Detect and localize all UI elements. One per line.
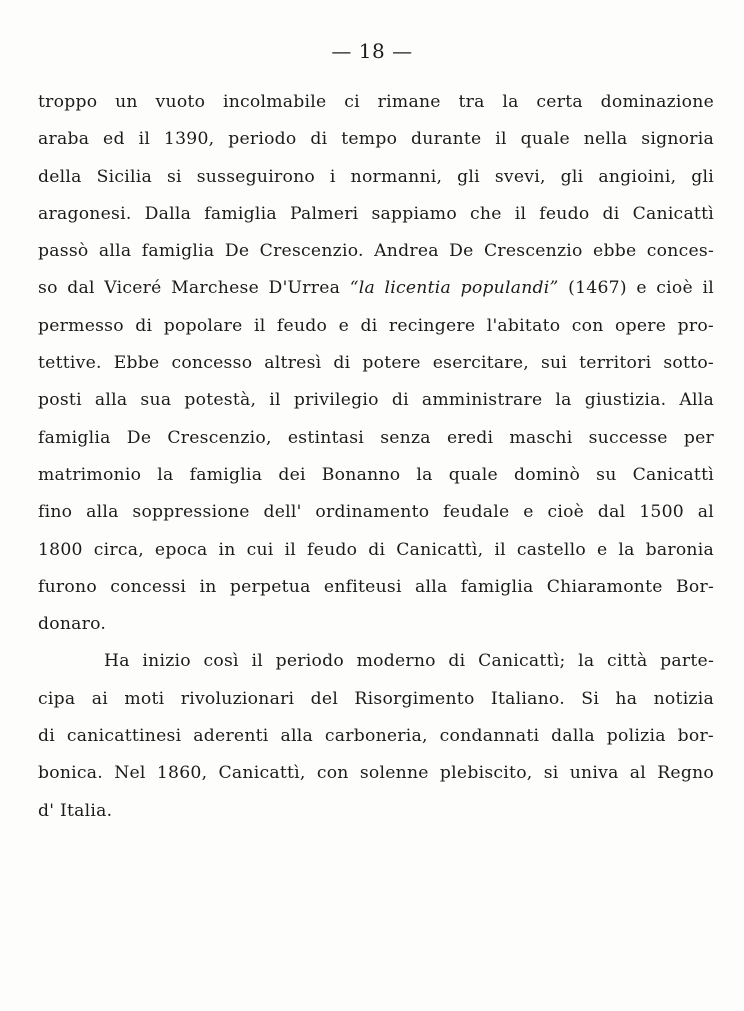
text-line: aragonesi. Dalla famiglia Palmeri sappiamo che il feudo di Canicattì xyxy=(38,203,714,224)
text-line: Ha inizio così il periodo moderno di Canicattì; la città parte- xyxy=(104,651,714,672)
text-line: di canicattinesi aderenti alla carboneria, condannati dalla polizia bor- xyxy=(38,726,714,747)
text-line: della Sicilia si susseguirono i normanni, gli svevi, gli angioini, gli xyxy=(38,166,714,187)
text-line: donaro. xyxy=(38,614,107,635)
paragraph-1 xyxy=(38,84,714,643)
text-line: troppo un vuoto incolmabile ci rimane tra la certa dominazione xyxy=(38,92,714,112)
text-line: posti alla sua potestà, il privilegio di amministrare la giustizia. Alla xyxy=(38,390,714,411)
text-line: cipa ai moti rivoluzionari del Risorgimento Italiano. Si ha notizia xyxy=(38,688,714,709)
text-line: matrimonio la famiglia dei Bonanno la quale dominò su Canicattì xyxy=(38,464,714,485)
text-line: araba ed il 1390, periodo di tempo durante il quale nella signoria xyxy=(38,129,714,150)
text-line: fino alla soppressione dell' ordinamento feudale e cioè dal 1500 al xyxy=(38,502,714,523)
text-line-with-quotation xyxy=(38,270,714,307)
text-line: d' Italia. xyxy=(38,800,113,821)
text-line: passò alla famiglia De Crescenzio. Andrea De Crescenzio ebbe conces- xyxy=(38,241,714,262)
text-segment: so dal Viceré Marchese D'Urrea xyxy=(38,278,350,299)
paragraph-2 xyxy=(38,643,714,829)
italic-quotation: “la licentia populandi” xyxy=(349,278,559,299)
text-segment: (1467) e cioè il xyxy=(558,278,714,299)
text-line: permesso di popolare il feudo e di recingere l'abitato con opere pro- xyxy=(38,315,714,336)
page-number: — 18 — xyxy=(331,39,413,63)
text-line: famiglia De Crescenzio, estintasi senza eredi maschi successe per xyxy=(38,427,714,448)
text-line: furono concessi in perpetua enfiteusi alla famiglia Chiaramonte Bor- xyxy=(38,576,714,597)
text-line: 1800 circa, epoca in cui il feudo di Canicattì, il castello e la baronia xyxy=(38,539,714,560)
body-text xyxy=(38,84,714,830)
text-line: bonica. Nel 1860, Canicattì, con solenne plebiscito, si univa al Regno xyxy=(38,763,714,784)
text-line: tettive. Ebbe concesso altresì di potere esercitare, sui territori sotto- xyxy=(38,353,714,374)
